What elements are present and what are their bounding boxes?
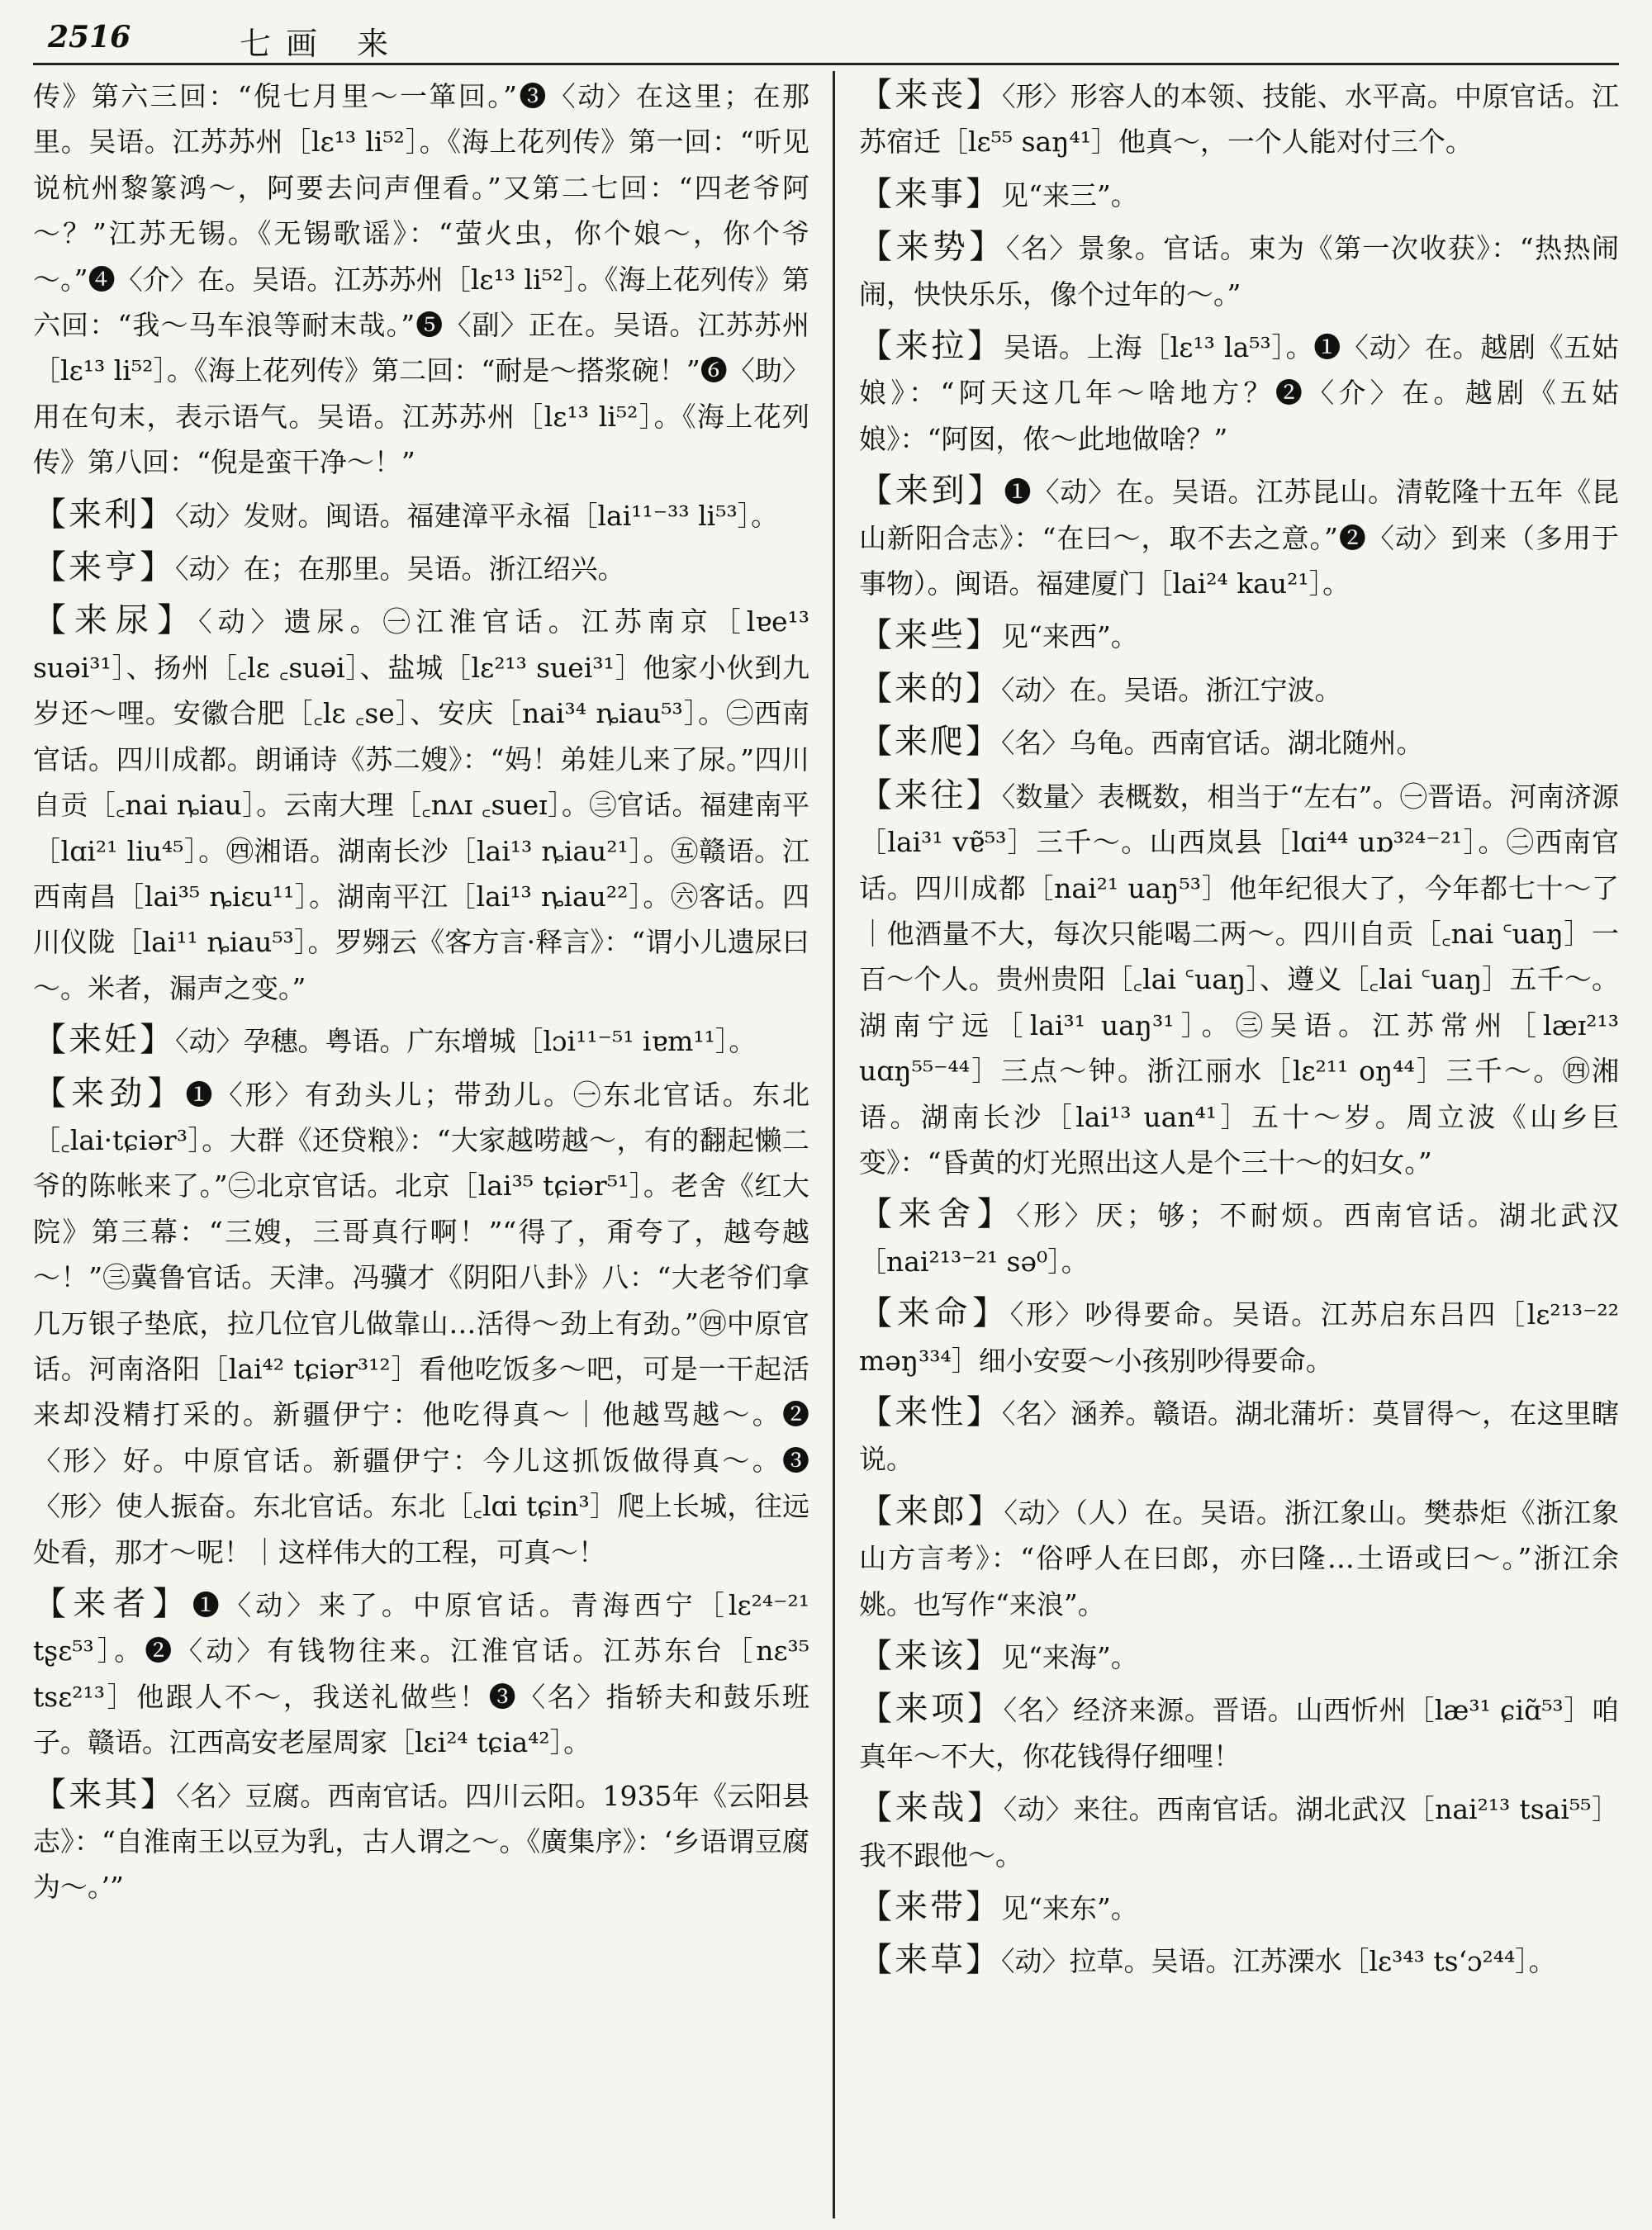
headword: 【来到】 bbox=[859, 472, 1004, 510]
headword: 【来者】 bbox=[33, 1585, 192, 1623]
dictionary-entry bbox=[859, 73, 1619, 165]
headword: 【来哉】 bbox=[859, 1789, 1004, 1828]
headword: 【来草】 bbox=[859, 1941, 1001, 1980]
dictionary-entry bbox=[859, 667, 1619, 713]
definition: 见“来西”。 bbox=[1001, 620, 1138, 653]
headword: 【来妊】 bbox=[33, 1021, 175, 1060]
dictionary-entry bbox=[859, 1489, 1619, 1627]
headword: 【来尿】 bbox=[33, 601, 199, 640]
headword: 【来命】 bbox=[859, 1294, 1010, 1333]
headword: 【来利】 bbox=[33, 495, 175, 534]
definition: 〈名〉乌龟。西南官话。湖北随州。 bbox=[1001, 727, 1424, 760]
dictionary-entry bbox=[859, 1192, 1619, 1284]
definition: 〈名〉经济来源。晋语。山西忻州［læ³¹ ɕiɑ̃⁵³］咱真年～不大，你花钱得仔细哩！ bbox=[859, 1694, 1619, 1772]
headword: 【来舍】 bbox=[859, 1195, 1017, 1234]
definition: 〈形〉形容人的本领、技能、水平高。中原官话。江苏宿迁［lɛ⁵⁵ saŋ⁴¹］他真～，一个人能对付三个。 bbox=[859, 80, 1620, 159]
definition: 见“来东”。 bbox=[1001, 1892, 1138, 1925]
definition: ❶〈形〉有劲头儿；带劲儿。㊀东北官话。东北［꜀lai·tɕiər³］。大群《还贷粮》：“大家越唠越～，有的翻起懒二爷的陈帐来了。”㊁北京官话。北京［lai³⁵ tɕiər⁵¹］。老舍《红大院》第三幕：“三嫂，三哥真行啊！”“得了，甭夸了，越夸越～！”㊂冀鲁官话。天津。冯骥才《阴阳八卦》八：“大老爷们拿几万银子垫底，拉几位官儿做靠山…活得～劲上有劲。”㊃中原官话。河南洛阳［lai⁴² tɕiər³¹²］看他吃饭多～吧，可是一干起活来却没精打采的。新疆伊宁：他吃得真～｜他越骂越～。❷〈形〉好。中原官话。新疆伊宁：今儿这抓饭做得真～。❸〈形〉使人振奋。东北官话。东北［꜀lɑi tɕin³］爬上长城，往远处看，那才～呢！｜这样伟大的工程，可真～！ bbox=[33, 1078, 809, 1568]
definition: 吴语。上海［lɛ¹³ la⁵³］。❶〈动〉在。越剧《五姑娘》：“阿天这几年～啥地方？❷〈介〉在。越剧《五姑娘》：“阿囡，侬～此地做啥？” bbox=[859, 331, 1619, 455]
dictionary-entry bbox=[859, 613, 1619, 659]
definition: ❶〈动〉在。吴语。江苏昆山。清乾隆十五年《昆山新阳合志》：“在曰～，取不去之意。”❷〈动〉到来（多用于事物）。闽语。福建厦门［lai²⁴ kau²¹］。 bbox=[859, 476, 1620, 600]
definition: 见“来三”。 bbox=[1001, 178, 1138, 211]
headword: 【来其】 bbox=[33, 1775, 177, 1814]
headword: 【来郎】 bbox=[859, 1492, 1004, 1530]
headword: 【来事】 bbox=[859, 174, 1001, 213]
definition: 〈形〉厌；够；不耐烦。西南官话。湖北武汉［nai²¹³⁻²¹ sə⁰］。 bbox=[859, 1199, 1620, 1278]
headword: 【来些】 bbox=[859, 616, 1001, 655]
definition: 见“来海”。 bbox=[1001, 1641, 1138, 1673]
dictionary-entry bbox=[859, 172, 1619, 218]
dictionary-entry bbox=[859, 225, 1619, 317]
definition: 传》第六三回：“倪七月里～一箪回。”❸〈动〉在这里；在那里。吴语。江苏苏州［lɛ¹³ li⁵²］。《海上花列传》第一回：“听见说杭州黎篆鸿～，阿要去问声俚看。”又第二七回：“四老爷阿～？”江苏无锡。《无锡歌谣》：“萤火虫，你个娘～，你个爷～。”❹〈介〉在。吴语。江苏苏州［lɛ¹³ li⁵²］。《海上花列传》第六回：“我～马车浪等耐末哉。”❺〈副〉正在。吴语。江苏苏州［lɛ¹³ li⁵²］。《海上花列传》第二回：“耐是～搭浆碗！”❻〈助〉用在句末，表示语气。吴语。江苏苏州［lɛ¹³ li⁵²］。《海上花列传》第八回：“倪是蛮干净～！” bbox=[33, 80, 809, 479]
dictionary-entry bbox=[859, 1634, 1619, 1680]
headword: 【来带】 bbox=[859, 1888, 1001, 1927]
definition: 〈名〉景象。官话。束为《第一次收获》：“热热闹闹，快快乐乐，像个过年的～。” bbox=[859, 232, 1620, 311]
headword: 【来该】 bbox=[859, 1637, 1001, 1675]
dictionary-entry bbox=[859, 1885, 1619, 1931]
dictionary-entry bbox=[859, 1687, 1619, 1779]
dictionary-entry bbox=[859, 773, 1619, 1186]
definition: 〈名〉豆腐。西南官话。四川云阳。1935年《云阳县志》：“自淮南王以豆为乳，古人谓之～。《廣集序》：‘乡语谓豆腐为～。’” bbox=[33, 1779, 809, 1904]
definition: 〈动〉（人）在。吴语。浙江象山。樊恭炬《浙江象山方言考》：“俗呼人在曰郎，亦曰隆…土语或曰～。”浙江余姚。也写作“来浪”。 bbox=[859, 1496, 1620, 1620]
dictionary-entry bbox=[33, 1018, 809, 1064]
dictionary-entry bbox=[33, 492, 809, 539]
dictionary-entry bbox=[859, 1786, 1619, 1878]
dictionary-entry bbox=[33, 1772, 809, 1910]
page-number: 2516 bbox=[48, 20, 131, 55]
dictionary-entry bbox=[33, 598, 809, 1011]
dictionary-entry bbox=[859, 324, 1619, 462]
definition: 〈名〉涵养。赣语。湖北蒲圻：莫冒得～，在这里瞎说。 bbox=[859, 1397, 1620, 1476]
dictionary-entry bbox=[859, 1390, 1619, 1483]
headword: 【来性】 bbox=[859, 1393, 1002, 1431]
dictionary-entry bbox=[33, 73, 809, 486]
headword: 【来的】 bbox=[859, 669, 1001, 708]
headword: 【来劲】 bbox=[33, 1074, 186, 1113]
column-divider bbox=[833, 71, 835, 2218]
right-column bbox=[859, 73, 1619, 1991]
dictionary-entry bbox=[859, 1938, 1619, 1984]
definition: 〈动〉在；在那里。吴语。浙江绍兴。 bbox=[175, 553, 625, 586]
dictionary-entry bbox=[859, 1291, 1619, 1383]
headword: 【来项】 bbox=[859, 1690, 1004, 1729]
headword: 【来势】 bbox=[859, 228, 1006, 267]
dictionary-entry bbox=[33, 1071, 809, 1575]
definition: 〈动〉在。吴语。浙江宁波。 bbox=[1001, 673, 1342, 706]
definition: 〈数量〉表概数，相当于“左右”。㊀晋语。河南济源［lai³¹ vɐ̃⁵³］三千～。山西岚县［lɑi⁴⁴ uɒ³²⁴⁻²¹］。㊁西南官话。四川成都［nai²¹ uaŋ⁵³］他年纪很大了，今年都七十～了｜他酒量不大，每次只能喝二两～。四川自贡［꜀nai ꜂uaŋ］一百～个人。贵州贵阳［꜀lai ꜂uaŋ］、遵义［꜀lai ꜂uaŋ］五千～。湖南宁远［lai³¹ uaŋ³¹］。㊂吴语。江苏常州［læɪ²¹³ uɑŋ⁵⁵⁻⁴⁴］三点～钟。浙江丽水［lɛ²¹¹ oŋ⁴⁴］三千～。㊃湘语。湖南长沙［lai¹³ uan⁴¹］五十～岁。周立波《山乡巨变》：“昏黄的灯光照出这人是个三十～的妇女。” bbox=[859, 780, 1620, 1179]
definition: 〈形〉吵得要命。吴语。江苏启东吕四［lɛ²¹³⁻²² məŋ³³⁴］细小安耍～小孩别吵得要命。 bbox=[859, 1298, 1619, 1377]
dictionary-entry bbox=[859, 719, 1619, 766]
page-header bbox=[33, 15, 1619, 65]
headword: 【来丧】 bbox=[859, 76, 1002, 114]
headword: 【来爬】 bbox=[859, 723, 1001, 762]
dictionary-entry bbox=[33, 1582, 809, 1766]
headword: 【来拉】 bbox=[859, 327, 1004, 366]
definition: 〈动〉孕穗。粤语。广东增城［lɔi¹¹⁻⁵¹ iɐm¹¹］。 bbox=[175, 1025, 757, 1058]
definition: 〈动〉拉草。吴语。江苏溧水［lɛ³⁴³ ts‘ɔ²⁴⁴］。 bbox=[1001, 1945, 1556, 1978]
dictionary-entry bbox=[859, 468, 1619, 606]
headword: 【来往】 bbox=[859, 776, 1002, 814]
dictionary-entry bbox=[33, 545, 809, 591]
running-title: 七画 来 bbox=[240, 26, 404, 62]
headword: 【来亨】 bbox=[33, 548, 175, 587]
definition: 〈动〉发财。闽语。福建漳平永福［lai¹¹⁻³³ li⁵³］。 bbox=[175, 499, 779, 532]
left-column bbox=[33, 73, 809, 1917]
definition: 〈动〉遗尿。㊀江淮官话。江苏南京［lɐe¹³ suəi³¹］、扬州［꜀lɛ ꜀suəi］、盐城［lɛ²¹³ suei³¹］他家小伙到九岁还～哩。安徽合肥［꜀lɛ ꜀se］、安庆［nai³⁴ ȵiau⁵³］。㊁西南官话。四川成都。朗诵诗《苏二嫂》：“妈！弟娃儿来了尿。”四川自贡［꜀nai ȵiau］。云南大理［꜀nʌɪ ꜀sueɪ］。㊂官话。福建南平［lɑi²¹ liu⁴⁵］。㊃湘语。湖南长沙［lai¹³ ȵiau²¹］。㊄赣语。江西南昌［lai³⁵ ȵiɛu¹¹］。湖南平江［lai¹³ ȵiau²²］。㊅客话。四川仪陇［lai¹¹ ȵiau⁵³］。罗翙云《客方言·释言》：“谓小儿遗尿曰～。米者，漏声之变。” bbox=[33, 605, 810, 1004]
definition: 〈动〉来往。西南官话。湖北武汉［nai²¹³ tsai⁵⁵］我不跟他～。 bbox=[859, 1793, 1619, 1872]
definition: ❶〈动〉来了。中原官话。青海西宁［lɛ²⁴⁻²¹ tʂɛ⁵³］。❷〈动〉有钱物往来。江淮官话。江苏东台［nɛ³⁵ tsɛ²¹³］他跟人不～，我送礼做些！❸〈名〉指轿夫和鼓乐班子。赣语。江西高安老屋周家［lɛi²⁴ tɕia⁴²］。 bbox=[33, 1589, 809, 1759]
